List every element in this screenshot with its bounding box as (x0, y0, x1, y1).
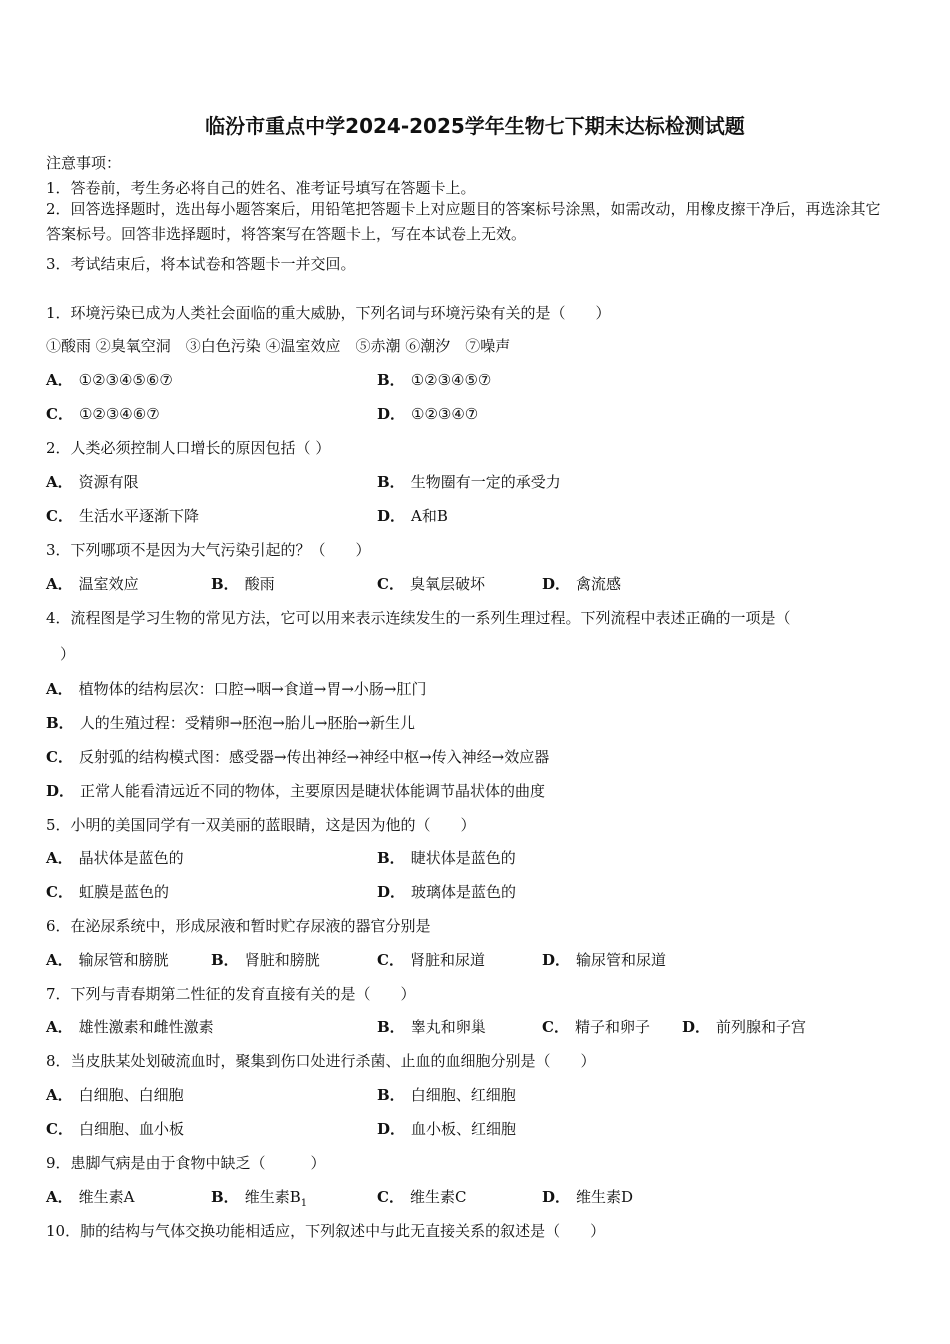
question-stem: 3．下列哪项不是因为大气污染引起的？（ ） (46, 541, 371, 559)
option (377, 505, 448, 526)
option (542, 1016, 650, 1037)
question-stem: 10．肺的结构与气体交换功能相适应，下列叙述中与此无直接关系的叙述是（ ） (46, 1222, 606, 1240)
option-label: D． (542, 1188, 571, 1206)
option-label: C． (377, 1188, 404, 1206)
option-label: A． (46, 849, 73, 867)
option-label: B． (211, 1188, 239, 1206)
option-text: 精子和卵子 (574, 1018, 650, 1036)
option (377, 1016, 486, 1037)
option-text: 玻璃体是蓝色的 (411, 883, 517, 901)
option-label: C． (46, 1120, 73, 1138)
option-text: ①②③④⑦ (411, 405, 479, 423)
option-label: B． (211, 951, 239, 969)
option-text: 肾脏和膀胱 (244, 951, 320, 969)
question-stem: 5．小明的美国同学有一双美丽的蓝眼睛，这是因为他的（ ） (46, 816, 476, 834)
option-label: D． (377, 1120, 406, 1138)
option-text: 睫状体是蓝色的 (410, 849, 516, 867)
option (46, 1084, 184, 1105)
option-label: C． (46, 507, 73, 525)
option (46, 712, 415, 733)
option-label: C． (46, 748, 73, 766)
option-label: B． (46, 714, 74, 732)
option (377, 949, 485, 970)
option-text: 维生素B (244, 1188, 301, 1206)
option (211, 573, 275, 594)
option-text: 禽流感 (576, 575, 622, 593)
option (46, 678, 427, 699)
option-label: D． (682, 1018, 711, 1036)
option (211, 1186, 307, 1209)
option-text: 维生素A (78, 1188, 135, 1206)
option-text: 维生素C (409, 1188, 467, 1206)
option-label: B． (377, 849, 405, 867)
option-text: 输尿管和膀胱 (78, 951, 169, 969)
option-text: 反射弧的结构模式图：感受器→传出神经→神经中枢→传入神经→效应器 (78, 748, 550, 766)
question-stem: 4．流程图是学习生物的常见方法，它可以用来表示连续发生的一系列生理过程。下列流程中表述正确的一项是（ (46, 609, 791, 627)
option-text: 生物圈有一定的承受力 (410, 473, 561, 491)
option-label: D． (542, 575, 571, 593)
option-text: 输尿管和尿道 (576, 951, 667, 969)
question-stem: 6．在泌尿系统中，形成尿液和暂时贮存尿液的器官分别是 (46, 917, 431, 935)
option-label: A． (46, 575, 73, 593)
notice-heading: 注意事项： (46, 154, 122, 172)
option-label: C． (377, 951, 404, 969)
option (211, 949, 320, 970)
option (46, 1186, 134, 1207)
option-label: A． (46, 473, 73, 491)
option (377, 403, 478, 424)
option (542, 949, 666, 970)
option-label: D． (377, 883, 406, 901)
option-text: ①②③④⑤⑦ (410, 371, 492, 389)
option (377, 1084, 516, 1105)
option-text: A和B (411, 507, 448, 525)
option (46, 369, 173, 390)
option (46, 949, 169, 970)
option (682, 1016, 806, 1037)
notice-item: 3．考试结束后，将本试卷和答题卡一并交回。 (46, 255, 356, 273)
option-label: D． (542, 951, 571, 969)
option-label: B． (377, 1018, 405, 1036)
option-label: A． (46, 371, 73, 389)
option-text: 虹膜是蓝色的 (78, 883, 169, 901)
option-text: 晶状体是蓝色的 (78, 849, 184, 867)
question-extra: ①酸雨 ②臭氧空洞 ③白色污染 ④温室效应 ⑤赤潮 ⑥潮汐 ⑦噪声 (46, 337, 511, 355)
option-text: 肾脏和尿道 (409, 951, 485, 969)
option-label: A． (46, 1188, 73, 1206)
option-text: 白细胞、血小板 (78, 1120, 184, 1138)
notice-item: 1．答卷前，考生务必将自己的姓名、准考证号填写在答题卡上。 (46, 179, 476, 197)
option (377, 471, 561, 492)
option-label: B． (211, 575, 239, 593)
option (46, 505, 199, 526)
option (46, 847, 184, 868)
option-label: C． (542, 1018, 569, 1036)
option-text: ①②③④⑤⑥⑦ (78, 371, 173, 389)
option-text: 人的生殖过程：受精卵→胚泡→胎儿→胚胎→新生儿 (79, 714, 415, 732)
option-text: ①②③④⑥⑦ (78, 405, 160, 423)
option-text: 雄性激素和雌性激素 (78, 1018, 214, 1036)
option (377, 573, 485, 594)
option-text: 血小板、红细胞 (411, 1120, 517, 1138)
option (46, 1016, 214, 1037)
option-subscript: 1 (300, 1198, 308, 1209)
option-label: C． (46, 405, 73, 423)
option (377, 1118, 516, 1139)
option-text: 正常人能看清远近不同的物体，主要原因是睫状体能调节晶状体的曲度 (80, 782, 546, 800)
option (46, 780, 545, 801)
option-label: B． (377, 473, 405, 491)
question-stem: 9．患脚气病是由于食物中缺乏（ ） (46, 1154, 326, 1172)
option (46, 1118, 184, 1139)
option (46, 746, 549, 767)
option-label: A． (46, 680, 73, 698)
option-text: 温室效应 (78, 575, 139, 593)
option-text: 睾丸和卵巢 (410, 1018, 486, 1036)
option-text: 酸雨 (244, 575, 275, 593)
option (542, 1186, 633, 1207)
option-label: D． (377, 405, 406, 423)
option-text: 生活水平逐渐下降 (78, 507, 199, 525)
option (46, 403, 160, 424)
question-stem: 7．下列与青春期第二性征的发育直接有关的是（ ） (46, 985, 416, 1003)
option-text: 臭氧层破坏 (409, 575, 485, 593)
question-stem: 1．环境污染已成为人类社会面临的重大威胁，下列名词与环境污染有关的是（ ） (46, 304, 611, 322)
option-label: A． (46, 1086, 73, 1104)
option-label: B． (377, 1086, 405, 1104)
option-text: 维生素D (576, 1188, 634, 1206)
option-text: 植物体的结构层次：口腔→咽→食道→胃→小肠→肛门 (78, 680, 427, 698)
option-text: 白细胞、白细胞 (78, 1086, 184, 1104)
option (46, 881, 169, 902)
option-text: 前列腺和子宫 (716, 1018, 807, 1036)
question-stem: 8．当皮肤某处划破流血时，聚集到伤口处进行杀菌、止血的血细胞分别是（ ） (46, 1052, 596, 1070)
option-label: A． (46, 1018, 73, 1036)
question-stem-cont: ） (60, 645, 76, 663)
option-label: B． (377, 371, 405, 389)
option (46, 471, 139, 492)
option-label: A． (46, 951, 73, 969)
option-label: D． (46, 782, 75, 800)
notice-item: 2．回答选择题时，选出每小题答案后，用铅笔把答题卡上对应题目的答案标号涂黑，如需改动，用橡皮擦干净后，再选涂其它答案标号。回答非选择题时，将答案写在答题卡上，写在本试卷上无效。 (46, 200, 881, 243)
option-label: C． (46, 883, 73, 901)
option-label: C． (377, 575, 404, 593)
option (542, 573, 621, 594)
option (377, 881, 516, 902)
option (377, 369, 491, 390)
option (377, 847, 516, 868)
option-text: 白细胞、红细胞 (410, 1086, 516, 1104)
page-title: 临汾市重点中学2024-2025学年生物七下期末达标检测试题 (205, 114, 745, 138)
question-stem: 2．人类必须控制人口增长的原因包括（ ） (46, 439, 331, 457)
option-text: 资源有限 (78, 473, 139, 491)
option-label: D． (377, 507, 406, 525)
option (377, 1186, 466, 1207)
option (46, 573, 139, 594)
